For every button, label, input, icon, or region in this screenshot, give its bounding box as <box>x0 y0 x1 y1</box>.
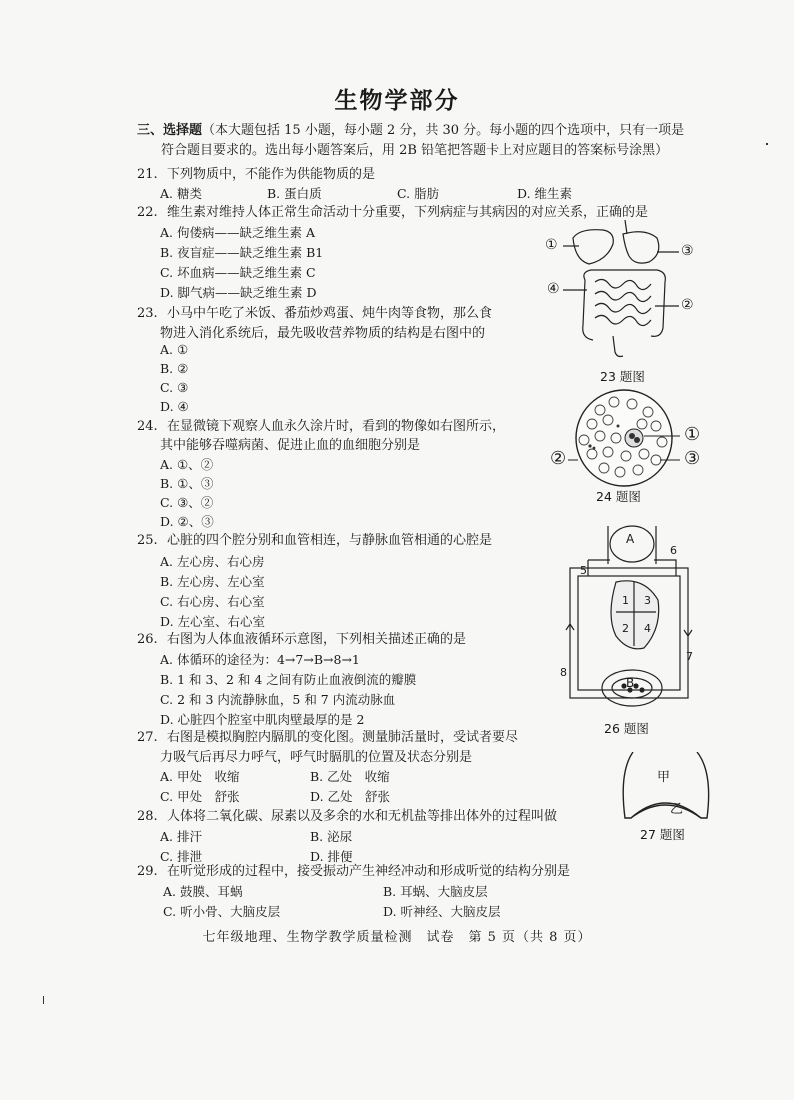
chest-wall-shape <box>623 752 708 818</box>
fig23-label-2: ② <box>681 297 694 313</box>
q21-option-d[interactable]: D. 维生素 <box>517 186 573 201</box>
question-23-line-2: 物进入消化系统后，最先吸收营养物质的结构是右图中的 <box>160 326 486 341</box>
small-intestine-shape <box>595 279 651 325</box>
q22-option-b[interactable]: B. 夜盲症——缺乏维生素 B1 <box>160 245 324 260</box>
q29-option-c[interactable]: C. 听小骨、大脑皮层 <box>163 904 281 919</box>
question-number: 27. <box>137 730 158 745</box>
question-text: 下列物质中，不能作为供能物质的是 <box>167 167 376 182</box>
question-text: 心脏的四个腔分别和血管相连，与静脉血管相通的心腔是 <box>167 533 493 548</box>
question-26 <box>137 630 466 650</box>
figure-26-circulation <box>558 520 698 720</box>
figure-26-caption: 26 题图 <box>604 721 649 736</box>
section-line-1: （本大题包括 15 小题，每小题 2 分，共 30 分。每小题的四个选项中，只有一项是 <box>202 123 685 138</box>
question-27-line-2: 力吸气后再尽力呼气，呼气时膈肌的位置及状态分别是 <box>160 750 473 765</box>
figure-23-caption: 23 题图 <box>600 369 645 384</box>
page-title: 生物学部分 <box>334 88 460 114</box>
question-number: 29. <box>137 864 158 879</box>
question-24 <box>137 417 505 437</box>
question-text: 在听觉形成的过程中，接受振动产生神经冲动和形成听觉的结构分别是 <box>167 864 571 879</box>
q24-option-c[interactable]: C. ③、② <box>160 495 214 510</box>
figure-23-digestive-system <box>545 220 705 370</box>
q27-option-a[interactable]: A. 甲处 收缩 <box>160 769 240 784</box>
diaphragm-line <box>631 805 701 818</box>
q27-option-c[interactable]: C. 甲处 舒张 <box>160 789 240 804</box>
q23-option-d[interactable]: D. ④ <box>160 399 189 414</box>
q28-option-c[interactable]: C. 排泄 <box>160 849 203 864</box>
q25-option-c[interactable]: C. 右心房、右心室 <box>160 594 265 609</box>
fig27-label-yi: 乙 <box>670 802 684 817</box>
question-number: 23. <box>137 306 158 321</box>
q21-option-a[interactable]: A. 糖类 <box>160 186 202 201</box>
scan-speck <box>43 996 44 1004</box>
q22-option-a[interactable]: A. 佝偻病——缺乏维生素 A <box>160 225 315 240</box>
q24-option-b[interactable]: B. ①、③ <box>160 476 214 491</box>
microscope-field <box>576 390 672 486</box>
fig26-label-3: 3 <box>644 594 651 607</box>
q23-option-c[interactable]: C. ③ <box>160 380 189 395</box>
q29-option-a[interactable]: A. 鼓膜、耳蜗 <box>163 884 243 899</box>
q26-option-a[interactable]: A. 体循环的途径为：4→7→B→8→1 <box>160 652 360 667</box>
liver-shape <box>573 230 613 264</box>
figure-27-diaphragm <box>615 752 715 824</box>
q25-option-d[interactable]: D. 左心室、右心室 <box>160 614 266 629</box>
question-number: 21. <box>137 167 158 182</box>
question-29 <box>137 862 570 882</box>
q28-option-d[interactable]: D. 排便 <box>310 849 353 864</box>
q21-option-c[interactable]: C. 脂肪 <box>397 186 440 201</box>
question-text: 维生素对维持人体正常生命活动十分重要，下列病症与其病因的对应关系，正确的是 <box>167 205 649 220</box>
fig26-label-4: 4 <box>644 622 651 635</box>
question-text: 右图是模拟胸腔内膈肌的变化图。测量肺活量时，受试者要尽 <box>167 730 519 745</box>
circulation-drawing <box>558 520 698 720</box>
fig26-label-a: A <box>626 532 635 546</box>
question-number: 26. <box>137 632 158 647</box>
scan-speck <box>766 143 768 145</box>
question-28 <box>137 807 557 827</box>
fig27-label-jia: 甲 <box>657 770 671 785</box>
question-23 <box>137 304 492 324</box>
question-text: 在显微镜下观察人血永久涂片时，看到的物像如右图所示， <box>167 419 506 434</box>
q23-option-b[interactable]: B. ② <box>160 361 189 376</box>
fig23-label-4: ④ <box>547 281 560 297</box>
q25-option-a[interactable]: A. 左心房、右心房 <box>160 554 265 569</box>
question-text: 人体将二氧化碳、尿素以及多余的水和无机盐等排出体外的过程叫做 <box>167 809 558 824</box>
q27-option-b[interactable]: B. 乙处 收缩 <box>310 769 390 784</box>
q28-option-b[interactable]: B. 泌尿 <box>310 829 353 844</box>
fig23-label-3: ③ <box>681 243 694 259</box>
question-text: 右图为人体血液循环示意图，下列相关描述正确的是 <box>167 632 467 647</box>
fig26-label-b: B <box>626 676 635 690</box>
fig26-label-7: 7 <box>686 650 693 663</box>
large-intestine-shape <box>584 270 665 336</box>
q23-option-a[interactable]: A. ① <box>160 342 189 357</box>
q28-option-a[interactable]: A. 排汗 <box>160 829 202 844</box>
q21-option-b[interactable]: B. 蛋白质 <box>267 186 322 201</box>
question-25 <box>137 531 492 551</box>
fig26-label-2: 2 <box>622 622 629 635</box>
q22-option-d[interactable]: D. 脚气病——缺乏维生素 D <box>160 285 317 300</box>
fig24-label-3: ③ <box>684 448 701 469</box>
page-footer: 七年级地理、生物学教学质量检测 试卷 第 5 页（共 8 页） <box>202 930 592 945</box>
section-instructions <box>137 121 717 161</box>
fig24-label-2: ② <box>550 448 567 469</box>
figure-27-caption: 27 题图 <box>640 827 685 842</box>
question-27 <box>137 728 518 748</box>
q25-option-b[interactable]: B. 左心房、左心室 <box>160 574 265 589</box>
question-text: 小马中午吃了米饭、番茄炒鸡蛋、炖牛肉等食物，那么食 <box>167 306 493 321</box>
white-blood-cell <box>625 429 643 447</box>
heart-shape <box>611 581 659 649</box>
q24-option-d[interactable]: D. ②、③ <box>160 514 214 529</box>
figure-24-caption: 24 题图 <box>596 489 641 504</box>
question-number: 22. <box>137 205 158 220</box>
fig26-label-5: 5 <box>580 564 587 577</box>
q26-option-d[interactable]: D. 心脏四个腔室中肌肉壁最厚的是 2 <box>160 712 365 727</box>
fig26-label-1: 1 <box>622 594 629 607</box>
q27-option-d[interactable]: D. 乙处 舒张 <box>310 789 391 804</box>
fig23-label-1: ① <box>545 237 558 253</box>
q26-option-c[interactable]: C. 2 和 3 内流静脉血，5 和 7 内流动脉血 <box>160 692 396 707</box>
figure-24-blood-smear <box>548 388 713 488</box>
stomach-shape <box>623 232 659 263</box>
question-24-line-2: 其中能够吞噬病菌、促进止血的血细胞分别是 <box>160 438 421 453</box>
fig26-label-6: 6 <box>670 544 677 557</box>
q29-option-d[interactable]: D. 听神经、大脑皮层 <box>383 904 501 919</box>
q29-option-b[interactable]: B. 耳蜗、大脑皮层 <box>383 884 488 899</box>
question-number: 28. <box>137 809 158 824</box>
fig24-label-1: ① <box>684 424 701 445</box>
section-line-2: 符合题目要求的。选出每小题答案后，用 2B 铅笔把答题卡上对应题目的答案标号涂黑） <box>161 143 669 158</box>
section-label: 三、选择题 <box>137 123 203 138</box>
question-21 <box>137 165 375 185</box>
q24-option-a[interactable]: A. ①、② <box>160 457 214 472</box>
q26-option-b[interactable]: B. 1 和 3、2 和 4 之间有防止血液倒流的瓣膜 <box>160 672 417 687</box>
question-number: 25. <box>137 533 158 548</box>
q22-option-c[interactable]: C. 坏血病——缺乏维生素 C <box>160 265 316 280</box>
fig26-label-8: 8 <box>560 666 567 679</box>
diaphragm-drawing <box>615 752 715 824</box>
question-number: 24. <box>137 419 158 434</box>
